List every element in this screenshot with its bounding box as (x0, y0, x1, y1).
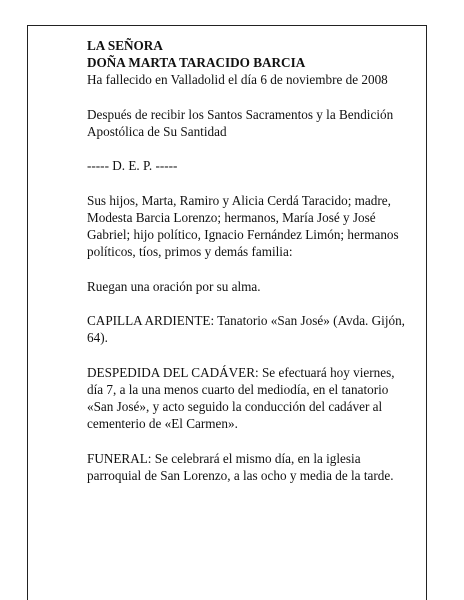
family-paragraph: Sus hijos, Marta, Ramiro y Alicia Cerdá Taracido; madre, Modesta Barcia Lorenzo; hermanos, María José y José Gabriel; hijo político, Ignacio Fernández Limón; hermanos políticos, tíos, primos y demás familia: (87, 192, 399, 260)
chapel-paragraph: CAPILLA ARDIENTE: Tanatorio «San José» (Avda. Gijón, 64). (87, 313, 405, 346)
funeral-paragraph: FUNERAL: Se celebrará el mismo día, en la iglesia parroquial de San Lorenzo, a las ocho y media de la tarde. (87, 450, 394, 483)
death-statement: Ha fallecido en Valladolid el día 6 de noviembre de 2008 (87, 72, 388, 88)
sacraments-paragraph: Después de recibir los Santos Sacramentos y la Bendición Apostólica de Su Santidad (87, 106, 394, 139)
farewell-paragraph: DESPEDIDA DEL CADÁVER: Se efectuará hoy viernes, día 7, a la una menos cuarto del mediodía, en el tanatorio «San José», y acto seguido la conducción del cadáver al cementerio de «El Carmen». (87, 364, 395, 432)
rip-line: ----- D. E. P. ----- (87, 158, 178, 174)
title-line-1: LA SEÑORA (87, 38, 163, 53)
obituary-text (87, 37, 407, 484)
deceased-name: DOÑA MARTA TARACIDO BARCIA (87, 55, 306, 71)
prayer-request: Ruegan una oración por su alma. (87, 278, 261, 294)
